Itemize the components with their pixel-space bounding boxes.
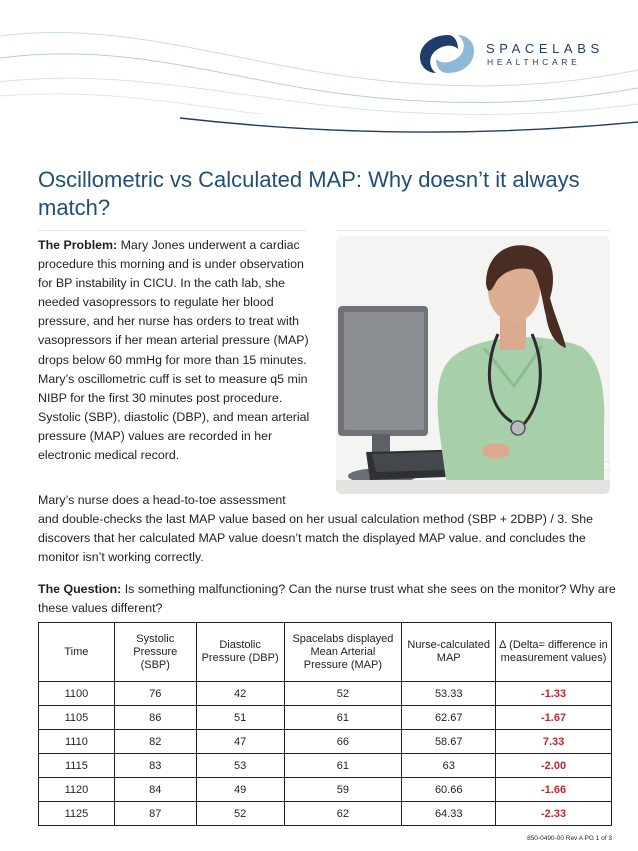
problem-text: Mary Jones underwent a cardiac procedure this morning and is under observation for BP instability in CICU. In the cath lab, she needed vasopressors to regulate her blood pressure, and her nurse has orders to treat with vasopressors if her mean arterial pressure (MAP) drops below 60 mmHg for more than 15 minutes. Mary’s oscillometric cuff is set to measure q5 min NIBP for the first 30 minutes post procedure. Systolic (SBP), diastolic (DBP), and mean arterial pressure (MAP) values are recorded in her electronic medical record.	[38, 238, 310, 463]
systolic-cell: 82	[114, 730, 196, 754]
calculated-map-cell: 58.67	[402, 730, 496, 754]
table-row	[39, 682, 612, 706]
question-paragraph	[38, 580, 618, 618]
column-header-delta: ∆ (Delta= difference in measurement values)	[496, 623, 612, 682]
systolic-cell: 86	[114, 706, 196, 730]
question-label: The Question:	[38, 582, 122, 596]
displayed-map-cell: 61	[284, 706, 402, 730]
diastolic-cell: 42	[196, 682, 284, 706]
problem-paragraph	[38, 236, 310, 465]
divider	[38, 230, 306, 231]
delta-cell: -1.33	[496, 682, 612, 706]
time-cell: 1105	[39, 706, 115, 730]
displayed-map-cell: 66	[284, 730, 402, 754]
nurse-at-computer-photo	[336, 236, 610, 494]
calculated-map-cell: 64.33	[402, 802, 496, 826]
time-cell: 1120	[39, 778, 115, 802]
time-cell: 1125	[39, 802, 115, 826]
diastolic-cell: 51	[196, 706, 284, 730]
calculated-map-cell: 63	[402, 754, 496, 778]
displayed-map-cell: 59	[284, 778, 402, 802]
time-cell: 1115	[39, 754, 115, 778]
column-header-calculated-map: Nurse-calculated MAP	[402, 623, 496, 682]
diastolic-cell: 52	[196, 802, 284, 826]
table-row	[39, 730, 612, 754]
brand-subtitle: HEALTHCARE	[487, 57, 581, 67]
table-header-row	[39, 623, 612, 682]
question-text: Is something malfunctioning? Can the nurse trust what she sees on the monitor? Why are these values different?	[38, 582, 616, 616]
systolic-cell: 76	[114, 682, 196, 706]
delta-cell: -2.00	[496, 754, 612, 778]
displayed-map-cell: 61	[284, 754, 402, 778]
assessment-text-rest: and double-checks the last MAP value based on her usual calculation method (SBP + 2DBP) / 3. She discovers that her calculated MAP value doesn’t match the displayed MAP value. and concludes the monitor isn’t working correctly.	[38, 512, 594, 565]
delta-cell: 7.33	[496, 730, 612, 754]
table-row	[39, 802, 612, 826]
displayed-map-cell: 52	[284, 682, 402, 706]
assessment-text-line1: Mary’s nurse does a head-to-toe assessment	[38, 493, 286, 507]
page-title: Oscillometric vs Calculated MAP: Why doesn’t it always match?	[38, 167, 580, 220]
systolic-cell: 84	[114, 778, 196, 802]
delta-cell: -2.33	[496, 802, 612, 826]
systolic-cell: 83	[114, 754, 196, 778]
spacelabs-logo-mark-icon	[418, 33, 476, 75]
problem-label: The Problem:	[38, 238, 118, 252]
time-cell: 1100	[39, 682, 115, 706]
table-row	[39, 706, 612, 730]
systolic-cell: 87	[114, 802, 196, 826]
calculated-map-cell: 62.67	[402, 706, 496, 730]
spacelabs-logo	[418, 33, 618, 77]
divider	[336, 230, 610, 231]
table-row	[39, 754, 612, 778]
calculated-map-cell: 53.33	[402, 682, 496, 706]
calculated-map-cell: 60.66	[402, 778, 496, 802]
time-cell: 1110	[39, 730, 115, 754]
bp-comparison-table	[38, 622, 612, 826]
diastolic-cell: 53	[196, 754, 284, 778]
delta-cell: -1.67	[496, 706, 612, 730]
diastolic-cell: 47	[196, 730, 284, 754]
table-row	[39, 778, 612, 802]
column-header-time: Time	[39, 623, 115, 682]
page-footer: 850-0490-00 Rev A PG 1 of 3	[527, 835, 612, 842]
column-header-systolic: Systolic Pressure (SBP)	[114, 623, 196, 682]
column-header-displayed-map: Spacelabs displayed Mean Arterial Pressure (MAP)	[284, 623, 402, 682]
assessment-paragraph	[38, 491, 610, 567]
brand-name: SPACELABS	[486, 41, 604, 56]
diastolic-cell: 49	[196, 778, 284, 802]
delta-cell: -1.66	[496, 778, 612, 802]
column-header-diastolic: Diastolic Pressure (DBP)	[196, 623, 284, 682]
displayed-map-cell: 62	[284, 802, 402, 826]
